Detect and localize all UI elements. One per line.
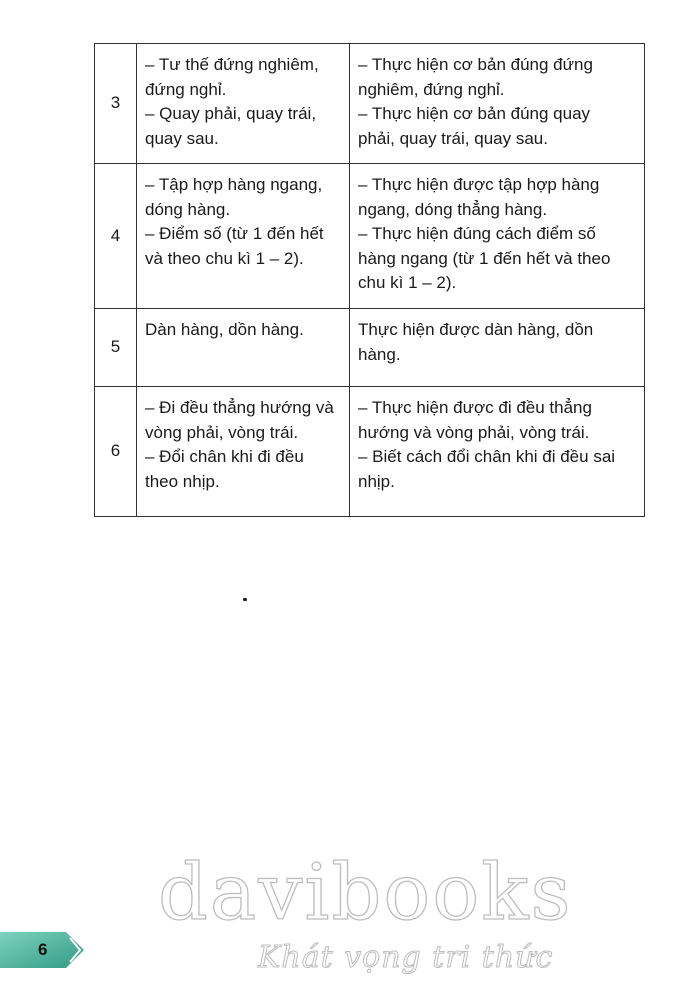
row-number: 6 [95, 387, 137, 517]
text-line: – Thực hiện đúng cách điểm số [358, 224, 596, 243]
text-line: dóng hàng. [145, 199, 231, 219]
text-line: quay sau. [145, 128, 219, 148]
text-line: chu kì 1 – 2). [358, 273, 457, 292]
ink-speck [243, 598, 247, 601]
watermark-slogan: Khát vọng tri thức [258, 940, 554, 975]
row-number: 4 [95, 164, 137, 309]
table-row [95, 44, 645, 164]
content-cell [137, 44, 350, 164]
text-line: – Thực hiện cơ bản đúng quay [358, 104, 591, 123]
text-line: ngang, dóng thẳng hàng. [358, 199, 548, 219]
text-line: hàng ngang (từ 1 đến hết và theo [358, 248, 611, 268]
watermark-brand: davibooks [158, 848, 573, 938]
text-line: nhịp. [358, 471, 395, 491]
table-row [95, 309, 645, 387]
text-line: hướng và vòng phải, vòng trái. [358, 422, 590, 442]
text-line: Thực hiện được dàn hàng, dồn [358, 320, 594, 339]
text-line: nghiêm, đứng nghỉ. [358, 79, 505, 99]
text-line: theo nhịp. [145, 471, 220, 491]
text-line: – Điểm số (từ 1 đến hết [145, 224, 324, 243]
text-line: và theo chu kì 1 – 2). [145, 248, 304, 268]
text-line: – Quay phải, quay trái, [145, 104, 317, 123]
text-line: đứng nghỉ. [145, 79, 227, 99]
row-number: 3 [95, 44, 137, 164]
requirement-cell [350, 44, 645, 164]
content-cell [137, 164, 350, 309]
text-line: – Thực hiện được tập hợp hàng [358, 175, 600, 194]
text-line: phải, quay trái, quay sau. [358, 128, 548, 148]
text-line: – Thực hiện được đi đều thẳng [358, 398, 592, 417]
table-row [95, 387, 645, 517]
text-line: – Thực hiện cơ bản đúng đứng [358, 55, 593, 74]
text-line: – Biết cách đổi chân khi đi đều sai [358, 447, 616, 466]
text-line: – Tư thế đứng nghiêm, [145, 55, 319, 74]
content-cell [137, 387, 350, 517]
content-table [94, 43, 645, 517]
requirement-cell [350, 387, 645, 517]
text-line: – Đi đều thẳng hướng và [145, 398, 334, 417]
text-line: vòng phải, vòng trái. [145, 422, 299, 442]
table-row [95, 164, 645, 309]
text-line: – Đổi chân khi đi đều [145, 447, 304, 466]
requirement-cell [350, 164, 645, 309]
row-number: 5 [95, 309, 137, 387]
text-line: – Tập hợp hàng ngang, [145, 175, 323, 194]
page-number: 6 [38, 940, 48, 959]
text-line: hàng. [358, 344, 401, 364]
text-line: Dàn hàng, dồn hàng. [145, 320, 304, 339]
requirement-cell [350, 309, 645, 387]
content-cell [137, 309, 350, 387]
